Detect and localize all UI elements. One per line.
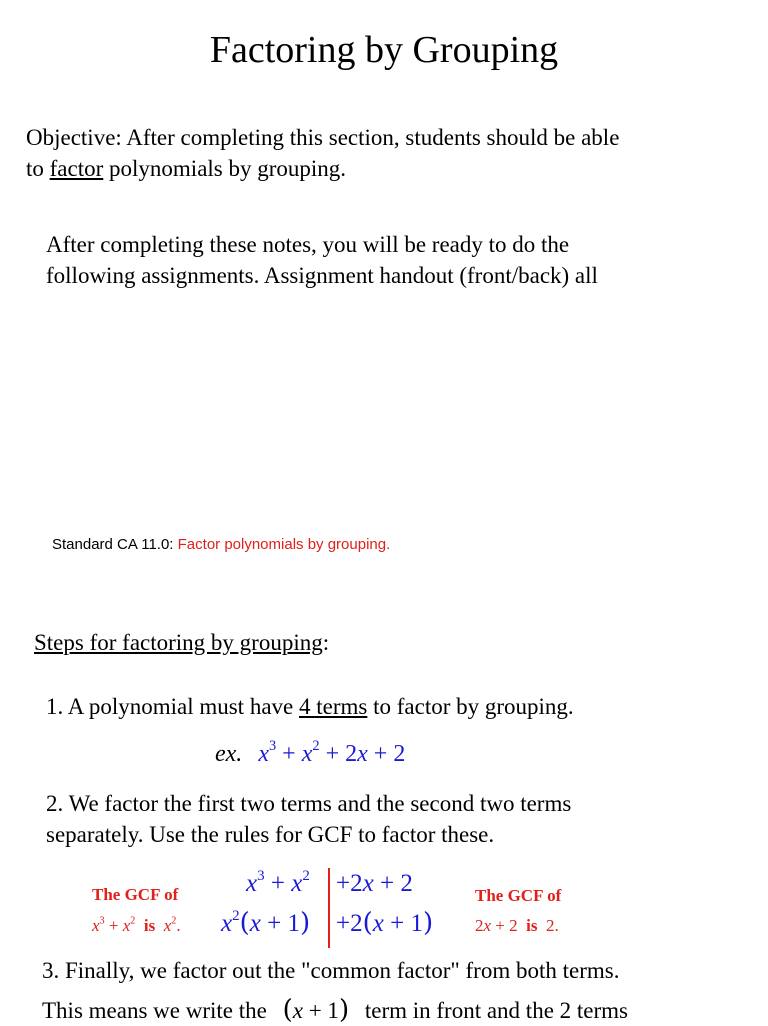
step-2-line-2: separately. Use the rules for GCF to factor these. <box>46 822 495 847</box>
page-title: Factoring by Grouping <box>209 29 559 71</box>
step-1 <box>46 691 574 722</box>
step-1-underlined: 4 terms <box>299 694 368 719</box>
step-1-post: to factor by grouping. <box>367 694 574 719</box>
factored-second-pair: +2(x + 1) <box>336 908 434 938</box>
gcf-left-is: is <box>143 916 156 935</box>
common-factor-term: (x + 1) <box>282 995 350 1025</box>
gcf-right-label: The GCF of <box>475 886 562 905</box>
assignment-line-1: After completing these notes, you will be ready to do the <box>46 232 570 257</box>
standard-note <box>52 536 390 553</box>
grouping-first-pair: $x^3 + x^2$ <box>246 867 310 897</box>
gcf-left-label: The GCF of <box>92 885 179 904</box>
step-3-pre: This means we write the <box>42 998 267 1023</box>
standard-label: Standard CA 11.0: <box>52 536 178 553</box>
factor-link: factor <box>49 156 104 181</box>
example-label: ex. <box>215 741 243 767</box>
example-polynomial: $x^3 + x^2 + 2x + 2$ <box>258 738 406 767</box>
gcf-right-value: 2. <box>545 916 559 935</box>
steps-heading-colon: : <box>322 630 330 655</box>
objective-suffix: polynomials by grouping. <box>103 156 347 181</box>
grouping-second-pair: +2x + 2 <box>336 870 413 897</box>
assignment-line-2: following assignments. Assignment handout (front/back) all <box>46 263 598 288</box>
example-line <box>215 739 405 770</box>
gcf-right-is: is <box>526 916 538 935</box>
step-2-line-1: 2. We factor the first two terms and the second two terms <box>46 791 572 816</box>
step-3-line-1: 3. Finally, we factor out the "common factor" from both terms. <box>42 958 620 983</box>
gcf-right-statement: 2x + 2 is 2. <box>475 916 559 935</box>
step-3-line-2 <box>42 995 628 1026</box>
steps-heading-text: Steps for factoring by grouping <box>34 630 323 655</box>
standard-text: Factor polynomials by grouping. <box>177 536 391 553</box>
factored-first-pair: $x^2(x + 1)$ <box>221 907 311 938</box>
gcf-left-statement: $x^3 + x^2$ is $x^2$. <box>92 915 181 935</box>
objective-line-1: Objective: After completing this section, students should be able <box>26 125 620 150</box>
objective-prefix: to <box>26 156 50 181</box>
objective-line-2 <box>26 153 346 184</box>
step-3-post: term in front and the 2 terms <box>364 998 628 1023</box>
step-1-pre: 1. A polynomial must have <box>46 694 299 719</box>
steps-heading <box>34 627 329 658</box>
grouping-divider <box>328 868 330 948</box>
